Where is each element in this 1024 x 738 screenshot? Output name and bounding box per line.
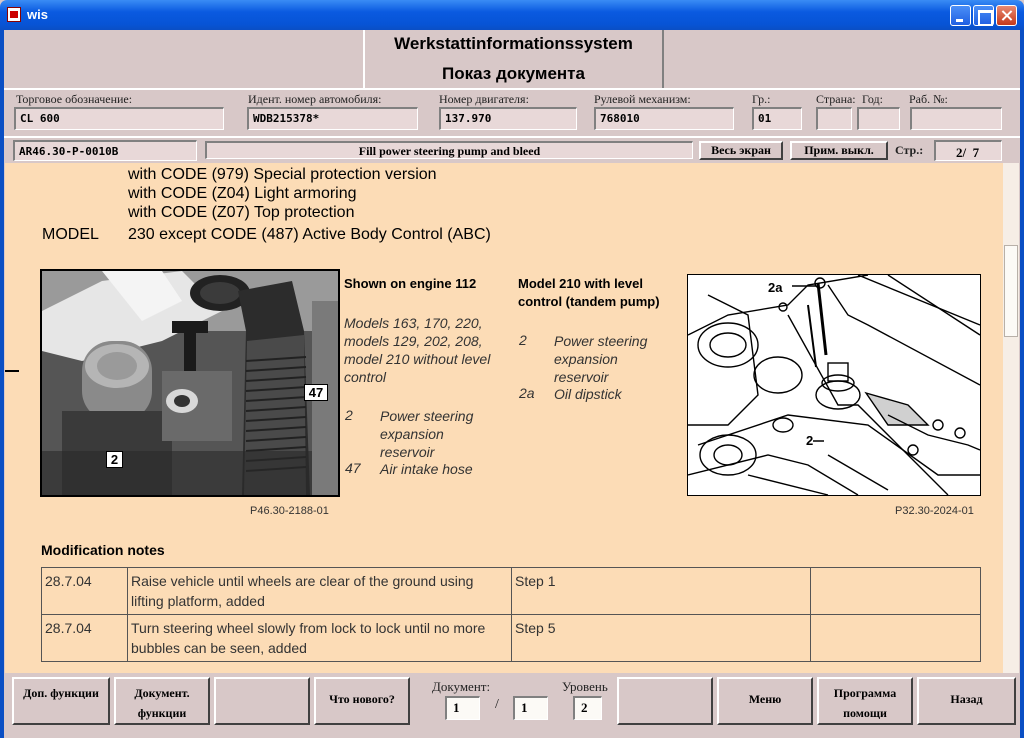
- table-cell-step: Step 5: [512, 615, 811, 662]
- document-scrollbar[interactable]: [1003, 163, 1019, 673]
- table-cell-step: Step 1: [512, 568, 811, 615]
- legend-text: Air intake hose: [380, 461, 473, 477]
- back-button[interactable]: Назад: [917, 677, 1016, 725]
- empty-button-2[interactable]: [617, 677, 713, 725]
- window-title: wis: [27, 7, 48, 22]
- screen-title: Показ документа: [442, 64, 585, 83]
- level-field[interactable]: 2: [573, 696, 602, 720]
- steering-field[interactable]: 768010: [594, 107, 734, 130]
- modification-notes-heading: Modification notes: [41, 542, 165, 558]
- legend-number: 2a: [519, 385, 535, 401]
- page-label: Стр.:: [895, 143, 924, 157]
- engine-label: Номер двигателя:: [439, 92, 529, 106]
- drawing-callout: 2a: [768, 280, 783, 295]
- group-label: Гр.:: [752, 92, 771, 106]
- window-frame-right: [1020, 30, 1024, 738]
- table-cell-extra: [811, 568, 981, 615]
- model-label: MODEL: [42, 226, 99, 243]
- country-label: Страна:: [816, 92, 856, 106]
- help-button[interactable]: Программа помощи: [817, 677, 913, 725]
- legend-number: 47: [345, 460, 361, 476]
- engine-drawing-image: [688, 275, 980, 495]
- fullscreen-button[interactable]: Весь экран: [699, 141, 783, 160]
- bottom-toolbar: [4, 673, 1020, 738]
- level-label: Уровень: [562, 679, 608, 694]
- minimize-icon[interactable]: [950, 5, 971, 26]
- model-text: 230 except CODE (487) Active Body Control (ABC): [128, 226, 491, 243]
- close-icon[interactable]: [996, 5, 1017, 26]
- code-line: with CODE (Z07) Top protection: [128, 204, 355, 221]
- extra-functions-button[interactable]: Доп. функции: [12, 677, 110, 725]
- modification-table: [41, 567, 981, 662]
- maximize-icon[interactable]: [973, 5, 994, 26]
- job-label: Раб. №:: [909, 92, 948, 106]
- engine-photo: [40, 269, 340, 497]
- year-label: Год:: [862, 92, 883, 106]
- drawing-callout: 2: [806, 433, 814, 448]
- table-cell-text: Raise vehicle until wheels are clear of the ground using lifting platform, added: [128, 568, 512, 615]
- code-line: with CODE (Z04) Light armoring: [128, 185, 357, 202]
- figure-reference: P46.30-2188-01: [250, 505, 329, 517]
- table-cell-text: Turn steering wheel slowly from lock to lock until no more bubbles can be seen, added: [128, 615, 512, 662]
- figure-caption-title: Model 210 with level control (tandem pump): [518, 276, 660, 309]
- year-field[interactable]: [857, 107, 900, 130]
- whats-new-button[interactable]: Что нового?: [314, 677, 410, 725]
- legend-number: 2: [345, 407, 353, 423]
- legend-text: Oil dipstick: [554, 386, 622, 402]
- legend-text: Power steering expansion reservoir: [380, 408, 474, 460]
- page-indicator: 2/ 7: [934, 140, 1002, 161]
- table-row: [42, 615, 981, 662]
- menu-button[interactable]: Меню: [717, 677, 813, 725]
- photo-callout: 2: [106, 451, 123, 468]
- document-current-field[interactable]: 1: [445, 696, 480, 720]
- steering-label: Рулевой механизм:: [594, 92, 691, 106]
- table-cell-date: 28.7.04: [42, 568, 128, 615]
- group-field[interactable]: 01: [752, 107, 802, 130]
- document-code: AR46.30-P-0010B: [13, 140, 197, 161]
- figure-reference: P32.30-2024-01: [895, 505, 974, 517]
- engine-field[interactable]: 137.970: [439, 107, 577, 130]
- trade-name-label: Торговое обозначение:: [16, 92, 133, 106]
- empty-button[interactable]: [214, 677, 310, 725]
- window-title-bar[interactable]: [0, 0, 1024, 30]
- vin-label: Идент. номер автомобиля:: [248, 92, 382, 106]
- table-cell-extra: [811, 615, 981, 662]
- code-line: with CODE (979) Special protection version: [128, 166, 437, 183]
- document-functions-button[interactable]: Документ. функции: [114, 677, 210, 725]
- app-icon: [7, 7, 21, 22]
- legend-text: Power steering expansion reservoir: [554, 333, 648, 385]
- country-field[interactable]: [816, 107, 852, 130]
- document-view[interactable]: [5, 163, 1003, 673]
- page-side-marker: [5, 370, 19, 372]
- document-title: Fill power steering pump and bleed: [205, 141, 693, 159]
- figure-caption-title: Shown on engine 112: [344, 276, 477, 291]
- trade-name-field[interactable]: CL 600: [14, 107, 224, 130]
- table-cell-date: 28.7.04: [42, 615, 128, 662]
- document-separator: /: [495, 697, 499, 712]
- system-title: Werkstattinformationssystem: [394, 34, 633, 53]
- notes-off-button[interactable]: Прим. выкл.: [790, 141, 888, 160]
- document-counter-label: Документ:: [432, 679, 491, 694]
- scrollbar-thumb[interactable]: [1004, 245, 1018, 337]
- engine-line-drawing: [687, 274, 981, 496]
- table-row: [42, 568, 981, 615]
- heading-panel: [363, 30, 664, 88]
- legend-number: 2: [519, 332, 527, 348]
- figure-caption-description: Models 163, 170, 220, models 129, 202, 208, model 210 without level control: [344, 315, 491, 385]
- vin-field[interactable]: WDB215378*: [247, 107, 418, 130]
- document-total-field: 1: [513, 696, 548, 720]
- job-field[interactable]: [910, 107, 1002, 130]
- engine-photo-image: [42, 271, 338, 495]
- photo-callout: 47: [304, 384, 328, 401]
